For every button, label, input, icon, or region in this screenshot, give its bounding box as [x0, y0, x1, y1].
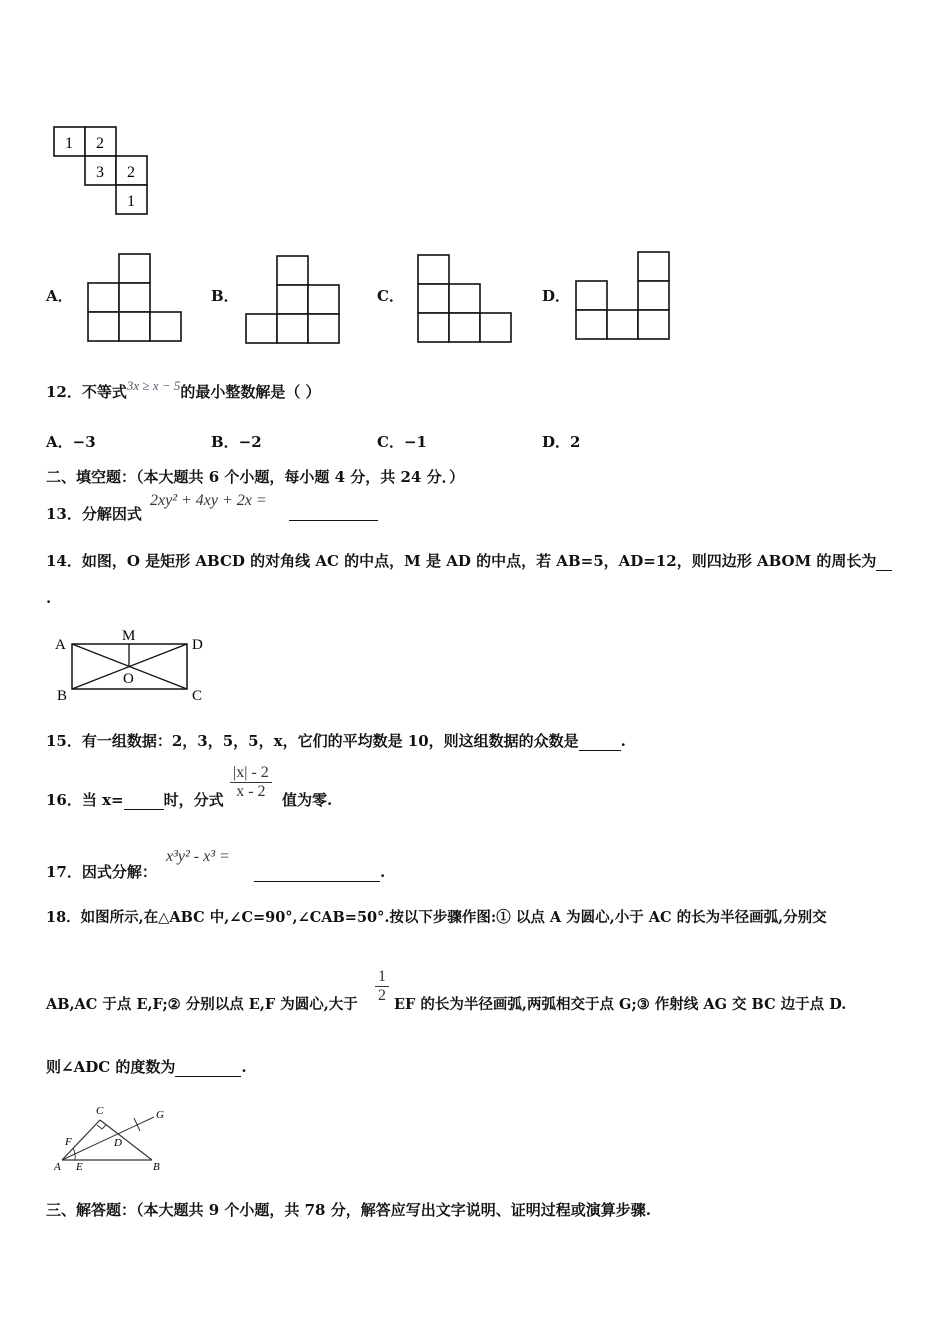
q18-frac-denominator: 2: [378, 987, 386, 1004]
q12-prefix: 12．不等式: [46, 383, 127, 401]
q16-denominator: x - 2: [236, 783, 266, 800]
triangle-abc-figure: [50, 1100, 180, 1178]
q13-formula: 2xy² + 4xy + 2x =: [150, 492, 267, 509]
label-c: C: [192, 688, 203, 704]
q18-frac-numerator: 1: [375, 968, 389, 987]
option-d-label: D．: [542, 287, 571, 305]
option-d-view: [574, 250, 674, 342]
option-a-label: A．: [46, 287, 73, 305]
q15-end: .: [620, 732, 626, 750]
q17-end: .: [380, 863, 386, 881]
grid-cell-label: 1: [65, 135, 73, 152]
q16-mid: 时，分式: [163, 791, 224, 809]
option-b-view: [244, 254, 344, 346]
option-c-label: C．: [377, 287, 404, 305]
top-view-grid-figure: [52, 125, 152, 215]
question-13: [46, 504, 142, 524]
q12-suffix: 的最小整数解是（ ）: [180, 383, 321, 401]
q13-prefix: 13．分解因式: [46, 505, 142, 523]
grid-cell-label: 2: [96, 135, 104, 152]
rectangle-abcd-figure: [50, 624, 215, 704]
label-m: M: [122, 628, 136, 644]
question-16: [46, 790, 224, 810]
question-12: [46, 378, 321, 403]
q16-prefix: 16．当 x=: [46, 791, 124, 809]
label-f: F: [65, 1136, 72, 1148]
q18-answer-blank[interactable]: [175, 1058, 241, 1077]
q18-fraction: [375, 968, 389, 1005]
option-a-view: [86, 252, 186, 344]
question-17-prefix: 17．因式分解：: [46, 863, 157, 881]
label-b: B: [57, 688, 68, 704]
q14-trailing-dot: .: [46, 589, 52, 607]
q12-option-b: B．−2: [211, 433, 262, 451]
label-e: E: [76, 1161, 83, 1173]
question-14: [46, 551, 892, 571]
label-b: B: [153, 1161, 160, 1173]
q12-option-c: C．−1: [377, 433, 427, 451]
label-d: D: [192, 637, 203, 653]
question-18-line3: [46, 1057, 247, 1077]
q12-option-a: A．−3: [46, 433, 96, 451]
option-c-view: [416, 253, 516, 345]
q13-answer-blank[interactable]: [289, 502, 378, 521]
section-3-heading: 三、解答题：（本大题共 9 个小题，共 78 分，解答应写出文字说明、证明过程或演算步骤.: [46, 1201, 651, 1219]
grid-cell-label: 3: [96, 164, 104, 181]
q15-answer-blank[interactable]: [579, 732, 621, 751]
option-b-label: B．: [211, 287, 239, 305]
q14-text: 14．如图，O 是矩形 ABCD 的对角线 AC 的中点，M 是 AD 的中点，若 AB=5，AD=12，则四边形 ABOM 的周长为: [46, 552, 877, 570]
label-c: C: [96, 1105, 104, 1117]
q16-numerator: |x| - 2: [230, 764, 272, 783]
q12-option-d: D．2: [542, 433, 581, 451]
q12-formula: 3x ≥ x − 5: [126, 378, 181, 393]
question-15: [46, 731, 626, 751]
q16-answer-blank[interactable]: [124, 791, 164, 810]
q14-answer-blank[interactable]: [876, 552, 892, 571]
q16-fraction: [230, 764, 272, 801]
question-18-line2b: EF 的长为半径画弧,两弧相交于点 G;③ 作射线 AG 交 BC 边于点 D.: [394, 996, 847, 1013]
section-2-heading: 二、填空题：（本大题共 6 个小题，每小题 4 分，共 24 分．）: [46, 468, 465, 486]
q18-line3-text: 则∠ADC 的度数为: [46, 1058, 176, 1076]
label-a: A: [55, 637, 66, 653]
q18-end: .: [241, 1058, 247, 1076]
q16-suffix: 值为零.: [282, 791, 333, 809]
grid-cell-label: 1: [127, 193, 135, 210]
q17-answer-blank[interactable]: [254, 863, 380, 882]
label-a: A: [54, 1161, 61, 1173]
q17-formula: x³y² - x³ =: [166, 848, 230, 865]
question-18-line1: 18．如图所示,在△ABC 中,∠C=90°,∠CAB=50°.按以下步骤作图:① 以点 A 为圆心,小于 AC 的长为半径画弧,分别交: [46, 909, 827, 926]
question-17-answer: [254, 862, 385, 882]
label-o: O: [123, 671, 134, 687]
q15-text: 15．有一组数据：2，3，5，5，x，它们的平均数是 10，则这组数据的众数是: [46, 732, 579, 750]
label-g: G: [156, 1109, 164, 1121]
label-d: D: [114, 1137, 122, 1149]
grid-cell-label: 2: [127, 164, 135, 181]
question-18-line2a: AB,AC 于点 E,F;② 分别以点 E,F 为圆心,大于: [46, 996, 358, 1013]
